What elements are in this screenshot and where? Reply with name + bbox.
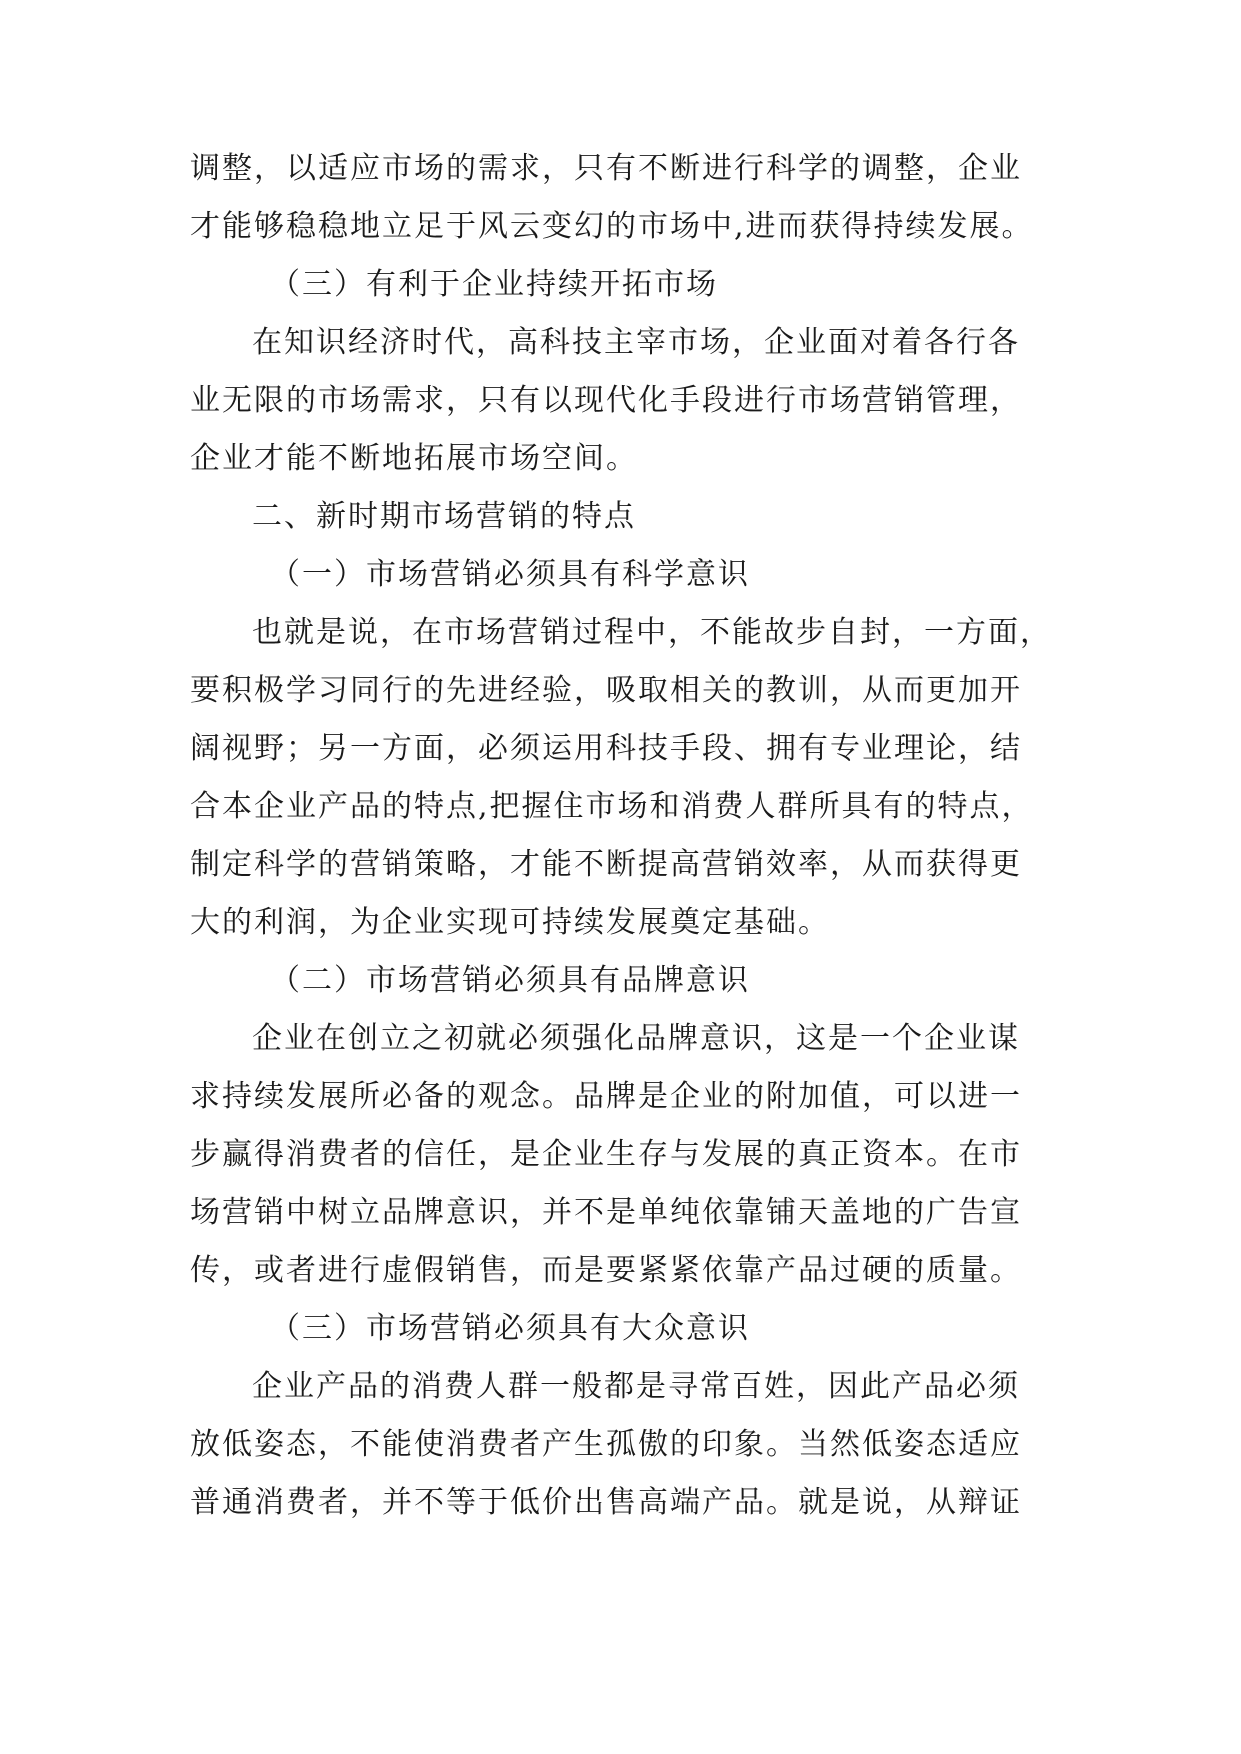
text-line: 求持续发展所必备的观念。品牌是企业的附加值，可以进一 (190, 1079, 1022, 1114)
text-line: 也就是说，在市场营销过程中，不能故步自封，一方面， (252, 615, 1052, 650)
text-line: 步赢得消费者的信任，是企业生存与发展的真正资本。在市 (190, 1137, 1022, 1172)
text-line: 合本企业产品的特点,把握住市场和消费人群所具有的特点， (190, 789, 1034, 824)
text-line: 企业产品的消费人群一般都是寻常百姓，因此产品必须 (252, 1369, 1020, 1404)
text-line: 才能够稳稳地立足于风云变幻的市场中,进而获得持续发展。 (190, 209, 1034, 244)
text-line: 企业才能不断地拓展市场空间。 (190, 441, 638, 476)
text-line: 传，或者进行虚假销售，而是要紧紧依靠产品过硬的质量。 (190, 1253, 1022, 1288)
text-line: 阔视野；另一方面，必须运用科技手段、拥有专业理论，结 (190, 731, 1022, 766)
text-line: 放低姿态，不能使消费者产生孤傲的印象。当然低姿态适应 (190, 1427, 1022, 1462)
section-heading: （一）市场营销必须具有科学意识 (270, 557, 750, 592)
text-line: 场营销中树立品牌意识，并不是单纯依靠铺天盖地的广告宣 (190, 1195, 1022, 1230)
text-line: 普通消费者，并不等于低价出售高端产品。就是说，从辩证 (190, 1485, 1022, 1520)
chapter-heading: 二、新时期市场营销的特点 (252, 499, 636, 534)
text-line: 大的利润，为企业实现可持续发展奠定基础。 (190, 905, 830, 940)
section-heading: （二）市场营销必须具有品牌意识 (270, 963, 750, 998)
text-line: 调整，以适应市场的需求，只有不断进行科学的调整，企业 (190, 151, 1022, 186)
section-heading: （三）市场营销必须具有大众意识 (270, 1311, 750, 1346)
text-line: 企业在创立之初就必须强化品牌意识，这是一个企业谋 (252, 1021, 1020, 1056)
text-line: 业无限的市场需求，只有以现代化手段进行市场营销管理， (190, 383, 1022, 418)
text-line: 在知识经济时代，高科技主宰市场，企业面对着各行各 (252, 325, 1020, 360)
text-line: 要积极学习同行的先进经验，吸取相关的教训，从而更加开 (190, 673, 1022, 708)
text-line: 制定科学的营销策略，才能不断提高营销效率，从而获得更 (190, 847, 1022, 882)
section-heading: （三）有利于企业持续开拓市场 (270, 267, 718, 302)
